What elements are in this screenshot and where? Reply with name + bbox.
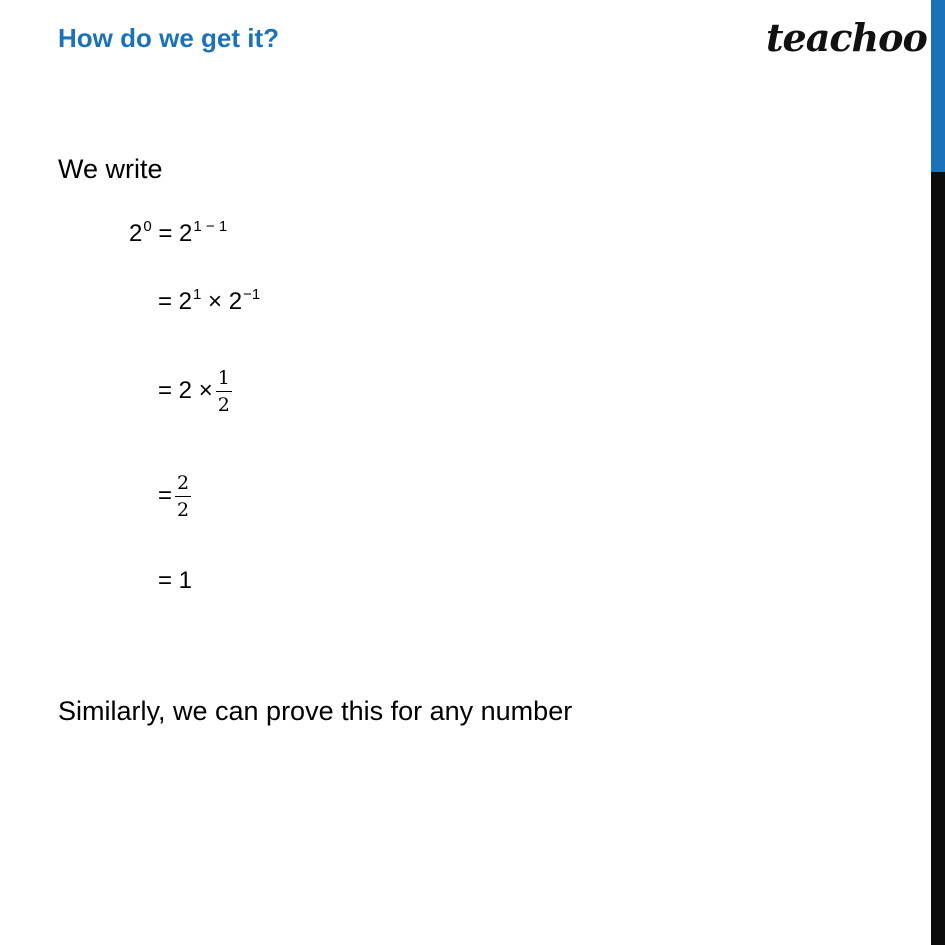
step1-equals: = 2	[151, 220, 193, 247]
step1-exponent-right: 1 − 1	[193, 218, 228, 235]
step2-exponent-b: −1	[243, 286, 261, 303]
equation-step-5: = 1	[158, 567, 193, 594]
step4-denominator: 2	[177, 499, 190, 521]
step2-exponent-a: 1	[193, 286, 202, 303]
step4-numerator: 2	[175, 472, 191, 497]
step3-numerator: 1	[216, 367, 232, 392]
step4-lead: =	[158, 481, 173, 509]
step3-lead: = 2 ×	[158, 376, 213, 404]
equation-step-3	[158, 367, 232, 416]
equation-step-1	[129, 218, 227, 253]
step3-denominator: 2	[217, 394, 230, 416]
intro-text: We write	[58, 154, 163, 184]
page-title: How do we get it?	[58, 23, 279, 53]
teachoo-logo: teachoo	[766, 15, 927, 60]
sidebar-accent-bar	[931, 0, 945, 172]
step1-base: 2	[129, 220, 143, 247]
step2-mid: × 2	[201, 288, 243, 315]
equation-step-4	[158, 472, 191, 521]
conclusion-text: Similarly, we can prove this for any number	[58, 696, 573, 726]
step1-exponent-left: 0	[143, 218, 152, 235]
right-sidebar-bar	[931, 0, 945, 945]
step2-lead: = 2	[158, 288, 193, 315]
step4-fraction	[175, 472, 191, 521]
step3-fraction	[216, 367, 232, 416]
equation-step-2	[158, 286, 260, 321]
